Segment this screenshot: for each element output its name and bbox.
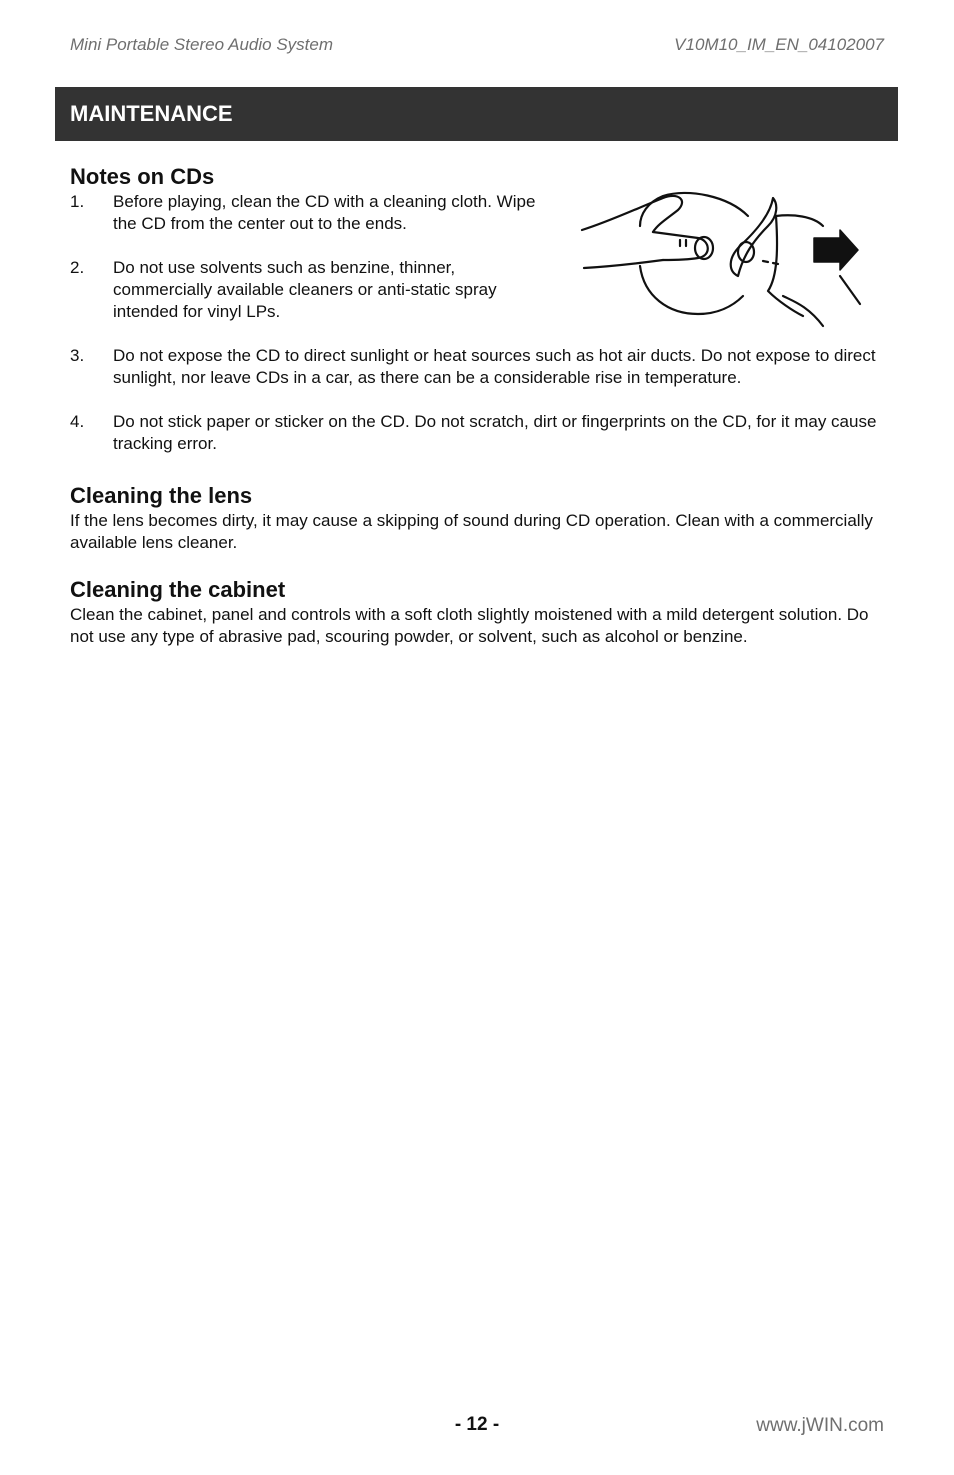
list-text: Before playing, clean the CD with a cleaning cloth. Wipe the CD from the center out to the ends. [113, 192, 536, 233]
list-text: Do not expose the CD to direct sunlight or heat sources such as hot air ducts. Do not expose to direct sunlight, nor leave CDs in a car, as there can be a considerable rise in temperature. [113, 346, 876, 387]
list-number: 4. [70, 412, 85, 431]
notes-on-cds-heading: Notes on CDs [70, 164, 215, 189]
list-number: 3. [70, 346, 85, 365]
cleaning-cabinet-heading: Cleaning the cabinet [70, 577, 286, 602]
list-number: 2. [70, 258, 85, 277]
cleaning-lens-heading: Cleaning the lens [70, 483, 253, 508]
section-title: MAINTENANCE [70, 101, 233, 126]
list-item [70, 345, 885, 389]
list-item [70, 411, 885, 455]
page-number: - 12 - [454, 1414, 500, 1435]
cleaning-cabinet-text: Clean the cabinet, panel and controls with a soft cloth slightly moistened with a mild detergent solution. Do not use any type of abrasive pad, scouring powder, or solvent, such as alcohol or benzine. [70, 605, 869, 646]
main-content [70, 163, 885, 648]
cleaning-lens-text: If the lens becomes dirty, it may cause a skipping of sound during CD operation. Clean with a commercially available lens cleaner. [70, 511, 873, 552]
list-item [70, 191, 553, 235]
list-text: Do not stick paper or sticker on the CD. Do not scratch, dirt or fingerprints on the CD, for it may cause tracking error. [113, 412, 877, 453]
header-doc-code: V10M10_IM_EN_04102007 [674, 35, 884, 54]
header-title: Mini Portable Stereo Audio System [70, 35, 333, 54]
footer-url: www.jWIN.com [756, 1415, 884, 1436]
list-text: Do not use solvents such as benzine, thinner, commercially available cleaners or anti-static spray intended for vinyl LPs. [113, 258, 497, 321]
list-number: 1. [70, 192, 85, 211]
section-banner [55, 87, 898, 141]
list-item [70, 257, 555, 323]
